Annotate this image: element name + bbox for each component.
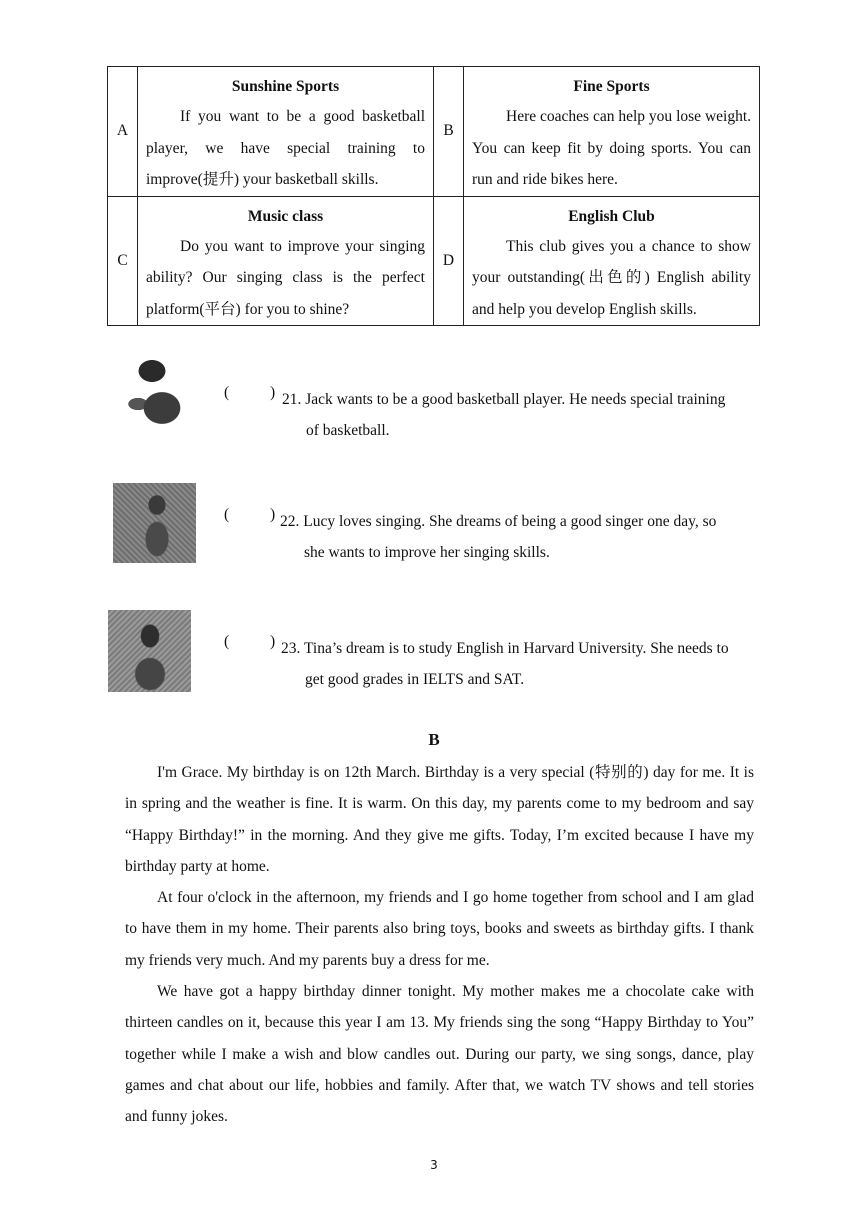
question-21 <box>282 384 762 446</box>
passage-paragraph: I'm Grace. My birthday is on 12th March. Birthday is a very special (特别的) day for me. It is in spring and the weather is fine. It is warm. On this day, my parents come to my bedroom and say “Happy Birthday!” in the morning. And they give me gifts. Today, I’m excited because I have my birthday party at home. <box>125 764 754 875</box>
page-number: 3 <box>430 1158 438 1172</box>
option-letter: B <box>434 67 464 197</box>
option-a-cell <box>138 67 434 197</box>
option-letter: A <box>108 67 138 197</box>
option-d-cell <box>464 196 760 326</box>
passage-paragraph: We have got a happy birthday dinner tonight. My mother makes me a chocolate cake with thirteen candles on it, because this year I am 13. My friends sing the song “Happy Birthday to You” together while I make a wish and blow candles out. During our party, we sing songs, dance, play games and chat about our life, hobbies and family. After that, we watch TV shows and tell stories and funny jokes. <box>125 983 754 1126</box>
jack-photo <box>118 356 198 436</box>
options-table <box>107 66 760 326</box>
option-letter: D <box>434 196 464 326</box>
question-line: 22. Lucy loves singing. She dreams of being a good singer one day, so <box>280 513 717 530</box>
option-title: Music class <box>247 207 324 225</box>
question-line-continued: get good grades in IELTS and SAT. <box>305 671 525 688</box>
question-22 <box>280 506 760 568</box>
option-text: Do you want to improve your singing ability? Our singing class is the perfect platform(平台) for you to shine? <box>146 237 425 318</box>
question-line-continued: of basketball. <box>306 422 390 439</box>
question-line: 21. Jack wants to be a good basketball player. He needs special training <box>282 391 726 408</box>
lucy-photo <box>113 483 196 563</box>
tina-photo <box>108 610 191 692</box>
answer-bracket-close: ) <box>270 384 276 401</box>
option-b-cell <box>464 67 760 197</box>
option-text: This club gives you a chance to show your outstanding(出色的) English ability and help you develop English skills. <box>472 237 751 318</box>
option-letter: C <box>108 196 138 326</box>
answer-bracket-open: ( <box>224 633 230 650</box>
option-title: Fine Sports <box>573 78 650 95</box>
answer-bracket-close: ) <box>270 506 276 523</box>
option-text: If you want to be a good basketball player, we have special training to improve(提升) your basketball skills. <box>146 108 425 188</box>
option-text: Here coaches can help you lose weight. You can keep fit by doing sports. You can run and ride bikes here. <box>472 108 751 188</box>
answer-bracket-open: ( <box>224 384 230 401</box>
question-23 <box>281 633 761 695</box>
answer-bracket-open: ( <box>224 506 230 523</box>
section-heading: B <box>428 730 440 749</box>
answer-bracket-close: ) <box>270 633 276 650</box>
question-line: 23. Tina’s dream is to study English in Harvard University. She needs to <box>281 640 729 657</box>
option-c-cell <box>138 196 434 326</box>
reading-passage <box>125 757 754 1133</box>
passage-paragraph: At four o'clock in the afternoon, my friends and I go home together from school and I am glad to have them in my home. Their parents also bring toys, books and sweets as birthday gifts. I thank my friends very much. And my parents buy a dress for me. <box>125 889 754 969</box>
question-line-continued: she wants to improve her singing skills. <box>304 544 550 561</box>
option-title: Sunshine Sports <box>231 78 340 95</box>
option-title: English Club <box>568 207 655 225</box>
